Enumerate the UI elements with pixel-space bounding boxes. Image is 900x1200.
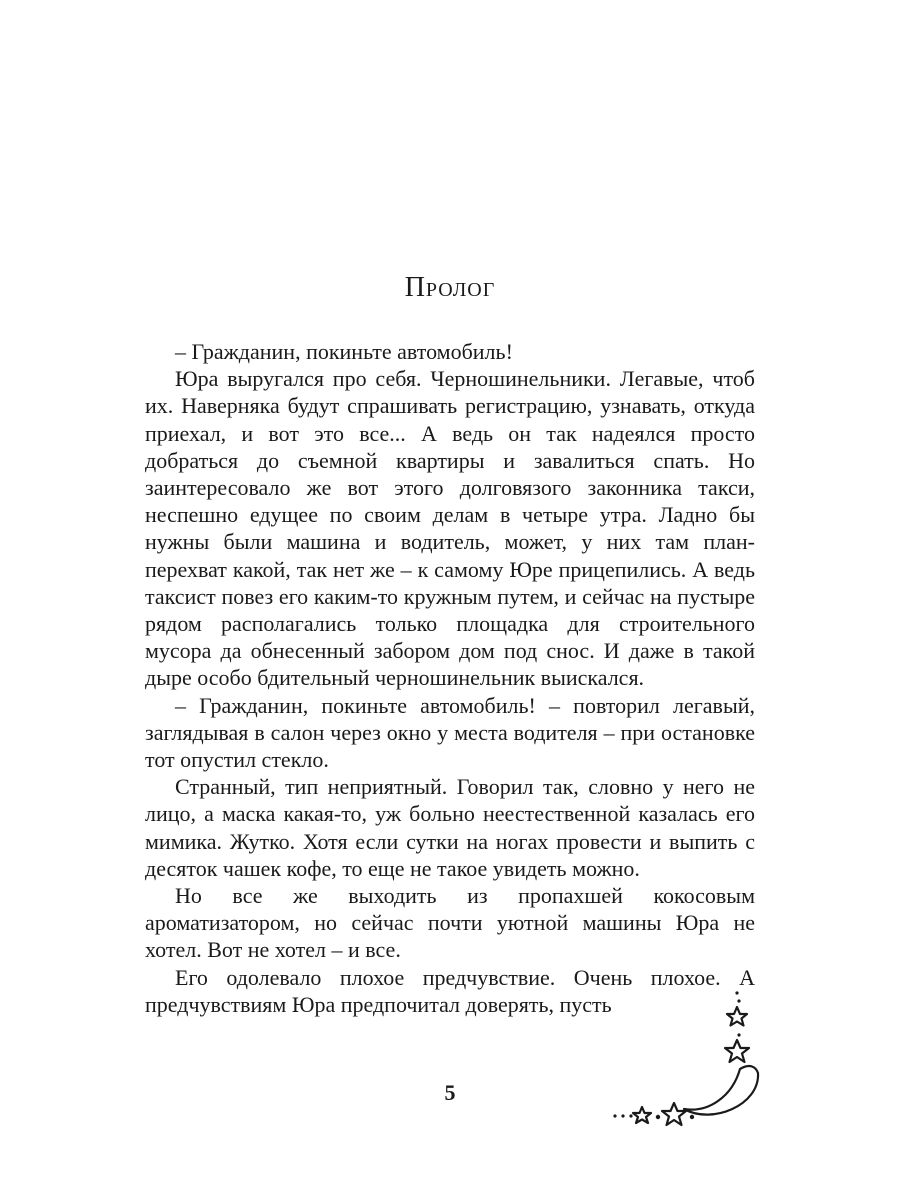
paragraph: Странный, тип неприятный. Говорил так, словно у него не лицо, а маска какая-то, уж больно неестественной казалась его мимика. Жутко. Хотя если сутки на ногах провести и выпить с десяток чашек кофе, то еще не такое увидеть можно. bbox=[145, 774, 755, 881]
paragraph: Его одолевало плохое предчувствие. Очень плохое. А предчувствиям Юра предпочитал доверять, пусть bbox=[145, 964, 755, 1017]
page-number: 5 bbox=[444, 1080, 456, 1105]
paragraph: – Гражданин, покиньте автомобиль! – повторил легавый, заглядывая в салон через окно у места водителя – при остановке тот опустил стекло. bbox=[145, 692, 755, 773]
chapter-title: Пролог bbox=[404, 272, 496, 303]
paragraph: Юра выругался про себя. Черношинельники. Легавые, чтоб их. Наверняка будут спрашивать регистрацию, узнавать, откуда приехал, и вот это все... А ведь он так надеялся просто добраться до съемной квартиры и завалиться спать. Но заинтересовало же вот этого долговязого законника такси, неспешно едущее по своим делам в четыре утра. Ладно бы нужны были машина и водитель, может, у них там план-перехват какой, так нет же – к самому Юре прицепились. А ведь таксист повез его каким-то кружным путем, и сейчас на пустыре рядом располагались только площадка для строительного мусора да обнесенный забором дом под снос. И даже в такой дыре особо бдительный черношинельник выискался. bbox=[145, 366, 755, 691]
moon-and-stars-icon bbox=[600, 985, 770, 1135]
paragraph: Но все же выходить из пропахшей кокосовым ароматизатором, но сейчас почти уютной машины Юра не хотел. Вот не хотел – и все. bbox=[145, 883, 755, 963]
paragraph: – Гражданин, покиньте автомобиль! bbox=[175, 339, 513, 364]
body-text bbox=[145, 338, 755, 1018]
